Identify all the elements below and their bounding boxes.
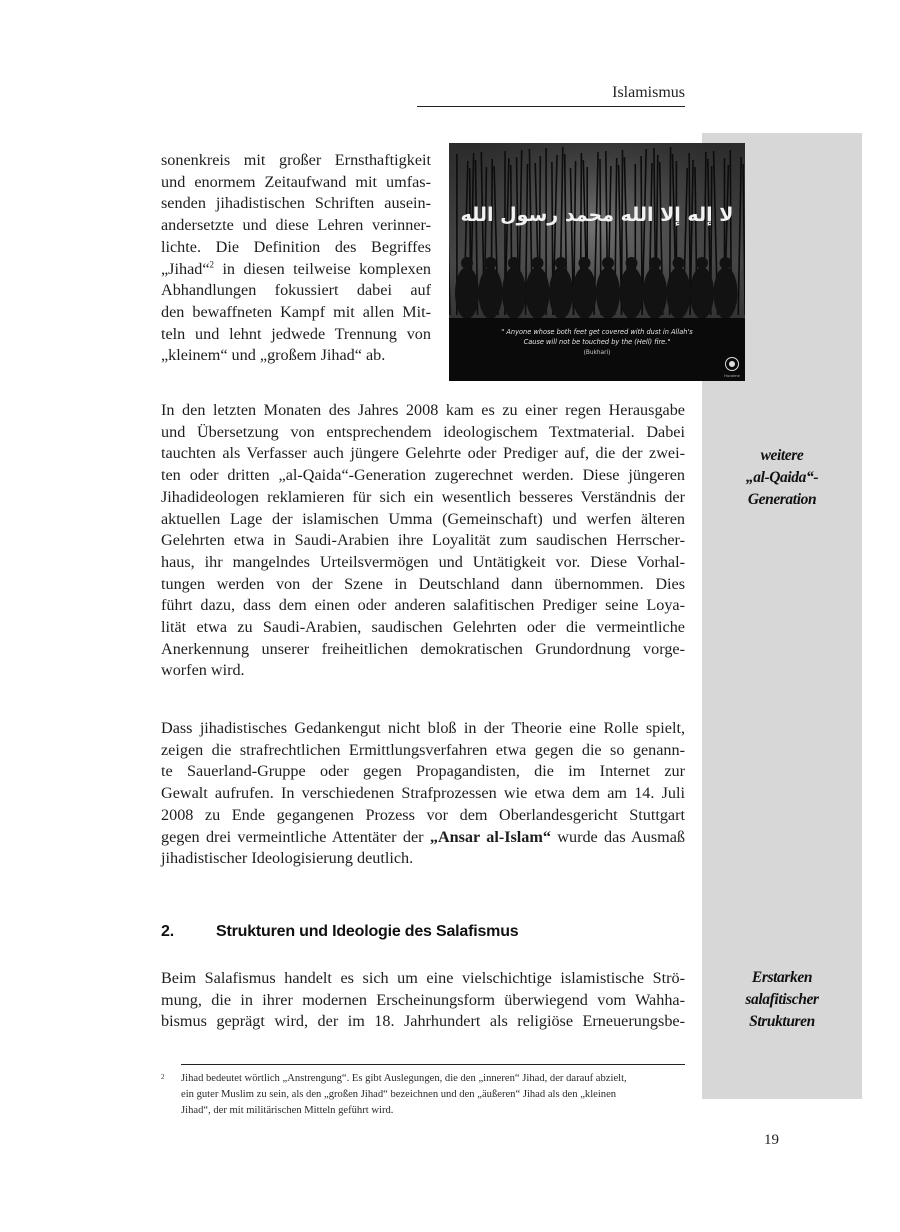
text-line: lichte. Die Definition des Begriffes [161, 237, 431, 256]
text-line: und Übersetzung von entsprechendem ideologischem Textmaterial. Dabei [161, 422, 685, 441]
text-line: worfen wird. [161, 661, 245, 680]
text-line: aktuellen Lage der islamischen Umma (Gemeinschaft) und werfen älteren [161, 509, 685, 528]
text-fragment: in diesen teilweise komplexen [222, 259, 432, 278]
text-line: 2008 zu Ende gegangenen Prozess vor dem Oberlandesgericht Stuttgart [161, 805, 685, 824]
margin-note-line: Erstarken [751, 969, 813, 986]
margin-note-salafist-structures [702, 967, 862, 1033]
text-line-with-bold-term [161, 827, 685, 849]
footnote-rule [181, 1064, 685, 1065]
propaganda-image [449, 143, 745, 381]
propaganda-image-graphic [449, 143, 745, 381]
margin-note-line: Strukturen [749, 1013, 815, 1030]
text-line: tungen werden von der Szene in Deutschland dann übernommen. Dies [161, 574, 685, 593]
paragraph-3 [161, 718, 685, 870]
text-line: bismus geprägt wird, der im 18. Jahrhundert als religiöse Erneuerungsbe- [161, 1012, 685, 1031]
margin-note-line: Generation [747, 491, 817, 508]
footnote-line: ein guter Muslim zu sein, als den „großen Jihad“ bezeichnen und den „äußeren“ Jihad als den „kleinen [181, 1089, 617, 1100]
running-head: Islamismus [612, 84, 685, 101]
margin-note-line: „al-Qaida“- [745, 469, 819, 486]
text-line: führt dazu, dass dem einen oder anderen salafitischen Prediger seine Loya- [161, 596, 685, 615]
text-line: jihadistischer Ideologisierung deutlich. [161, 849, 414, 868]
text-line: sonenkreis mit großer Ernsthaftigkeit [161, 151, 431, 169]
text-line: te Sauerland-Gruppe oder gegen Propagandisten, die im Internet zur [161, 762, 685, 781]
section-number: 2. [161, 923, 174, 940]
text-line: teln und lehnt jedwede Trennung von [161, 324, 431, 343]
text-line: ten oder dritten „al-Qaida“-Generation zugerechnet werden. Diese jüngeren [161, 466, 685, 485]
text-fragment: wurde das Ausmaß [550, 827, 685, 846]
section-title: Strukturen und Ideologie des Salafismus [216, 923, 519, 940]
text-line: zeigen die strafrechtlichen Ermittlungsverfahren etwa gegen die so genann- [161, 740, 685, 759]
ansar-al-islam-term: „Ansar al-Islam“ [429, 827, 551, 846]
text-line: „kleinem“ und „großem Jihad“ ab. [161, 346, 386, 365]
emblem-label: Hucaime [724, 374, 740, 378]
page-number: 19 [764, 1132, 779, 1148]
text-line: Abhandlungen fokussiert dabei auf [161, 281, 431, 300]
footnote-line: Jihad bedeutet wörtlich „Anstrengung“. Es gibt Auslegungen, die den „inneren“ Jihad, der darauf abzielt, [181, 1073, 627, 1084]
footnote-reference[interactable]: 2 [209, 259, 215, 270]
image-caption-source: (Bukhari) [583, 350, 611, 356]
margin-note-line: weitere [760, 447, 804, 464]
image-caption-line: Cause will not be touched by the (Hell) fire." [523, 338, 671, 346]
arabic-banner-text: لا إله إلا الله محمد رسول الله [460, 204, 734, 226]
section-heading [161, 923, 701, 941]
text-line: lität etwa zu Saudi-Arabien, saudischen Gelehrten oder die vermeintliche [161, 618, 685, 637]
text-line: Gelehrten etwa in Saudi-Arabien ihre Loyalität zum saudischen Herrscher- [161, 531, 685, 550]
header-rule [417, 106, 685, 107]
margin-note-al-qaida-generation [702, 445, 862, 511]
footnote-mark: 2 [161, 1073, 165, 1081]
text-line: Dass jihadistisches Gedankengut nicht bloß in der Theorie eine Rolle spielt, [161, 719, 685, 737]
jihad-term: „Jihad“ [161, 259, 210, 278]
text-line: den bewaffneten Kampf mit allen Mit- [161, 302, 431, 321]
text-line: mung, die in ihrer modernen Erscheinungsform überwiegend vom Wahha- [161, 990, 685, 1009]
text-line: und enormem Zeitaufwand mit umfas- [161, 172, 431, 191]
footnote [181, 1071, 685, 1119]
footnote-line: Jihad“, der mit militärischen Mitteln geführt wird. [181, 1105, 394, 1116]
text-line: Gewalt aufrufen. In verschiedenen Strafprozessen wie etwa dem am 14. Juli [161, 784, 685, 803]
text-line: In den letzten Monaten des Jahres 2008 kam es zu einer regen Herausgabe [161, 401, 685, 419]
text-fragment: gegen drei vermeintliche Attentäter der [161, 827, 430, 846]
text-line: tauchten als Verfasser auch jüngere Gelehrte oder Prediger auf, die der zwei- [161, 444, 685, 463]
text-line: Anerkennung unserer freiheitlichen demokratischen Grundordnung vorge- [161, 639, 685, 658]
paragraph-2 [161, 400, 685, 682]
text-line-with-footnote [161, 259, 431, 281]
image-caption-line: " Anyone whose both feet get covered with dust in Allah's [501, 328, 693, 336]
text-line: andersetzte und diese Lehren verinner- [161, 216, 431, 235]
text-line: Beim Salafismus handelt es sich um eine vielschichtige islamistische Strö- [161, 969, 685, 987]
text-line: Jihadideologen reklamieren für sich ein wesentlich besseres Verständnis der [161, 487, 685, 506]
margin-note-line: salafitischer [745, 991, 819, 1008]
text-line: senden jihadistischen Schriften ausein- [161, 194, 431, 213]
paragraph-1 [161, 150, 431, 367]
paragraph-4 [161, 968, 685, 1033]
text-line: haus, ihr mangelndes Urteilsvermögen und Untätigkeit vor. Diese Vorhal- [161, 552, 685, 571]
